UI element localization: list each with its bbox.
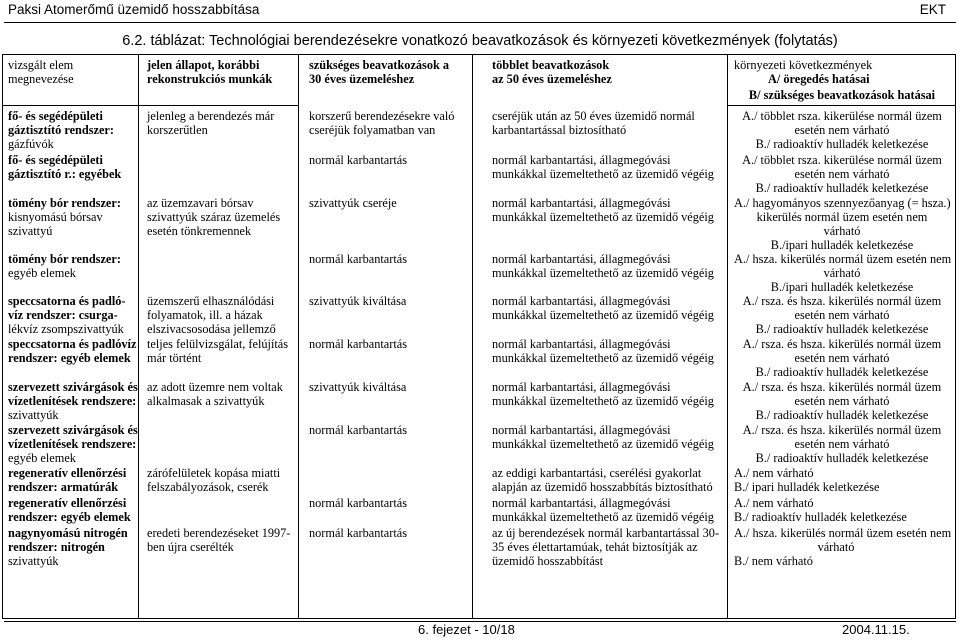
col2-line: elszivacsosodása jellemző: [147, 322, 276, 336]
col4-line: munkákkal üzemeltethető az üzemidő végéig: [492, 266, 714, 280]
col1-line: egyéb elemek: [8, 451, 76, 465]
col5-line: A./ rsza. és hsza. kikerülés normál üzem: [742, 337, 942, 351]
col1-line: lékvíz zsompszivattyúk: [8, 322, 124, 336]
col1-line: tömény bór rendszer:: [8, 252, 121, 266]
col5-line: B./ radioaktív hulladék keletkezése: [755, 322, 929, 336]
column-required-30y: [299, 55, 473, 618]
col5-line: esetén nem várható: [794, 394, 890, 408]
col3-line: normál karbantartás: [309, 423, 407, 437]
col5-line: esetén nem várható: [794, 167, 890, 181]
col5-line: esetén nem várható: [794, 123, 890, 137]
col5-line: esetén nem várható: [794, 351, 890, 365]
col5-line: A./ rsza. és hsza. kikerülés normál üzem: [742, 294, 942, 308]
col5-line: B./ nem várható: [734, 554, 813, 568]
col4-header-line: többlet beavatkozások: [492, 58, 610, 72]
col2-line: jelenleg a berendezés már: [147, 109, 275, 123]
col1-line: gáztisztító r.: egyébek: [8, 167, 122, 181]
col1-line: fő- és segédépületi: [8, 153, 103, 167]
col4-line: munkákkal üzemeltethető az üzemidő végéig: [492, 351, 714, 365]
col2-line: az adott üzemre nem voltak: [147, 380, 283, 394]
column-current-state: [139, 55, 299, 618]
col4-line: normál karbantartási, állagmegóvási: [492, 294, 671, 308]
col5-line: várható: [817, 540, 855, 554]
col4-line: karbantartással biztosítható: [492, 123, 627, 137]
col2-line: már történt: [147, 351, 202, 365]
col5-line: várható: [823, 224, 861, 238]
column-environmental-effects: [728, 55, 955, 618]
col1-header-line: vizsgált elem: [8, 58, 74, 72]
col1-line: szivattyú: [8, 224, 53, 238]
table-caption: 6.2. táblázat: Technológiai berendezésekre vonatkozó beavatkozások és környezeti következmények (folytatás): [122, 33, 838, 49]
col4-line: munkákkal üzemeltethető az üzemidő végéig: [492, 308, 714, 322]
col2-line: teljes felülvizsgálat, felújítás: [147, 337, 289, 351]
document-title: Paksi Atomerőmű üzemidő hosszabbítása: [8, 2, 260, 17]
col4-line: normál karbantartási, állagmegóvási: [492, 252, 671, 266]
page-header: [0, 0, 960, 24]
col5-line: A./ többlet rsza. kikerülése normál üzem: [742, 109, 942, 123]
col1-line: szivattyúk: [8, 554, 59, 568]
col2-line: ben újra cserélték: [147, 540, 234, 554]
col5-line: esetén nem várható: [794, 308, 890, 322]
col4-line: munkákkal üzemeltethető az üzemidő végéig: [492, 394, 714, 408]
col2-line: üzemszerű elhasználódási: [147, 294, 275, 308]
column-examined-element: [3, 55, 139, 618]
col5-line: B./ ipari hulladék keletkezése: [734, 480, 880, 494]
col3-header-line: 30 éves üzemeléshez: [309, 72, 415, 86]
col5-header-line: A/ öregedés hatásai: [768, 72, 870, 86]
col3-line: normál karbantartás: [309, 337, 407, 351]
col4-line: normál karbantartási, állagmegóvási: [492, 380, 671, 394]
col1-line: kisnyomású bórsav: [8, 210, 103, 224]
col5-line: várható: [823, 266, 861, 280]
col5-line: B./ radioaktív hulladék keletkezése: [734, 510, 907, 524]
col5-line: A./ többlet rsza. kikerülése normál üzem: [742, 153, 942, 167]
col1-line: gázfúvók: [8, 137, 54, 151]
col5-line: B./ipari hulladék keletkezése: [770, 280, 914, 294]
col1-line: tömény bór rendszer:: [8, 196, 121, 210]
column-extra-50y: [473, 55, 728, 618]
col4-line: munkákkal üzemeltethető az üzemidő végéig: [492, 510, 714, 524]
col5-line: B./ radioaktív hulladék keletkezése: [755, 408, 929, 422]
col2-line: szivattyúk száraz üzemelés: [147, 210, 281, 224]
col3-line: szivattyúk kiváltása: [309, 294, 407, 308]
col1-line: rendszer: egyéb elemek: [8, 351, 131, 365]
col4-line: munkákkal üzemeltethető az üzemidő végéig: [492, 210, 714, 224]
document-code: EKT: [919, 2, 946, 17]
col4-header-line: az 50 éves üzemeléshez: [492, 72, 612, 86]
col2-line: eredeti berendezéseket 1997-: [147, 526, 291, 540]
col2-line: zárófelületek kopása miatti: [147, 466, 281, 480]
col1-line: szivattyúk: [8, 408, 59, 422]
header-rule: [4, 22, 956, 23]
col5-line: A./ hagyományos szennyezőanyag (= hsza.): [734, 196, 951, 210]
col1-line: egyéb elemek: [8, 266, 76, 280]
col4-line: munkákkal üzemeltethető az üzemidő végéig: [492, 437, 714, 451]
col2-line: alkalmasak a szivattyúk: [147, 394, 265, 408]
col1-line: gáztisztító rendszer:: [8, 123, 114, 137]
col2-header-line: jelen állapot, korábbi: [147, 58, 260, 72]
col1-line: vízetlenítések rendszere:: [8, 437, 137, 451]
col4-line: normál karbantartási, állagmegóvási: [492, 337, 671, 351]
col3-line: korszerű berendezésekre való: [309, 109, 455, 123]
col4-line: alapján az üzemidő hosszabbítás biztosítható: [492, 480, 713, 494]
col1-line: szervezett szivárgások és: [8, 423, 138, 437]
col5-line: A./ hsza. kikerülés normál üzem esetén nem: [734, 526, 952, 540]
col4-line: 35 éves élettartamúak, tehát biztosítják az: [492, 540, 698, 554]
col1-line: regeneratív ellenőrzési: [8, 466, 127, 480]
document-date: 2004.11.15.: [842, 622, 910, 637]
col5-header-line: B/ szükséges beavatkozások hatásai: [748, 88, 936, 102]
col4-line: munkákkal üzemeltethető az üzemidő végéig: [492, 167, 714, 181]
col1-line: speccsatorna és padlóvíz: [8, 337, 137, 351]
col5-line: A./ rsza. és hsza. kikerülés normál üzem: [742, 380, 942, 394]
col5-line: B./ radioaktív hulladék keletkezése: [755, 137, 929, 151]
col3-line: szivattyúk kiváltása: [309, 380, 407, 394]
col3-line: szivattyúk cseréje: [309, 196, 397, 210]
col1-line: speccsatorna és padló-: [8, 294, 126, 308]
col4-line: az eddigi karbantartási, cserélési gyakorlat: [492, 466, 702, 480]
col4-line: normál karbantartási, állagmegóvási: [492, 196, 671, 210]
col3-line: normál karbantartás: [309, 153, 407, 167]
col4-line: normál karbantartási, állagmegóvási: [492, 496, 671, 510]
col5-line: B./ radioaktív hulladék keletkezése: [755, 181, 929, 195]
col3-line: normál karbantartás: [309, 496, 407, 510]
col2-line: az üzemzavari bórsav: [147, 196, 254, 210]
col1-line: regeneratív ellenőrzési: [8, 496, 127, 510]
col1-line: rendszer: egyéb elemek: [8, 510, 131, 524]
col5-line: A./ nem várható: [734, 496, 814, 510]
col1-line: nagynyomású nitrogén: [8, 526, 128, 540]
col5-line: A./ hsza. kikerülés normál üzem esetén nem: [734, 252, 952, 266]
col2-line: esetén tönkremennek: [147, 224, 252, 238]
col1-line: vízetlenítések rendszere:: [8, 394, 137, 408]
col5-line: B./ radioaktív hulladék keletkezése: [755, 451, 929, 465]
col4-line: normál karbantartási, állagmegóvási: [492, 153, 671, 167]
col4-line: az új berendezések normál karbantartással 30-: [492, 526, 720, 540]
col3-line: cseréjük folyamatban van: [309, 123, 436, 137]
col4-line: normál karbantartási, állagmegóvási: [492, 423, 671, 437]
col2-line: felszabályozások, cserék: [147, 480, 269, 494]
col1-line: fő- és segédépületi: [8, 109, 103, 123]
col5-line: A./ nem várható: [734, 466, 814, 480]
col5-line: B./ipari hulladék keletkezése: [770, 238, 914, 252]
col5-header-line: környezeti következmények: [734, 58, 873, 72]
col4-line: cseréjük után az 50 éves üzemidő normál: [492, 109, 695, 123]
col1-line: víz rendszer: csurga-: [8, 308, 118, 322]
col2-line: folyamatok, ill. a házak: [147, 308, 263, 322]
col3-line: normál karbantartás: [309, 252, 407, 266]
col1-header-line: megnevezése: [8, 72, 74, 86]
col3-header-line: szükséges beavatkozások a: [309, 58, 450, 72]
page-number: 6. fejezet - 10/18: [418, 622, 515, 637]
col5-line: B./ radioaktív hulladék keletkezése: [755, 365, 929, 379]
col2-line: korszerűtlen: [147, 123, 208, 137]
col1-line: rendszer: nitrogén: [8, 540, 105, 554]
col5-line: kikerülés normál üzem esetén nem: [756, 210, 928, 224]
col4-line: üzemidő hosszabbítást: [492, 554, 603, 568]
col1-line: szervezett szivárgások és: [8, 380, 138, 394]
col5-line: esetén nem várható: [794, 437, 890, 451]
data-table: [2, 54, 956, 619]
col2-header-line: rekonstrukciós munkák: [147, 72, 273, 86]
col5-line: A./ rsza. és hsza. kikerülés normál üzem: [742, 423, 942, 437]
col3-line: normál karbantartás: [309, 526, 407, 540]
col1-line: rendszer: armatúrák: [8, 480, 119, 494]
